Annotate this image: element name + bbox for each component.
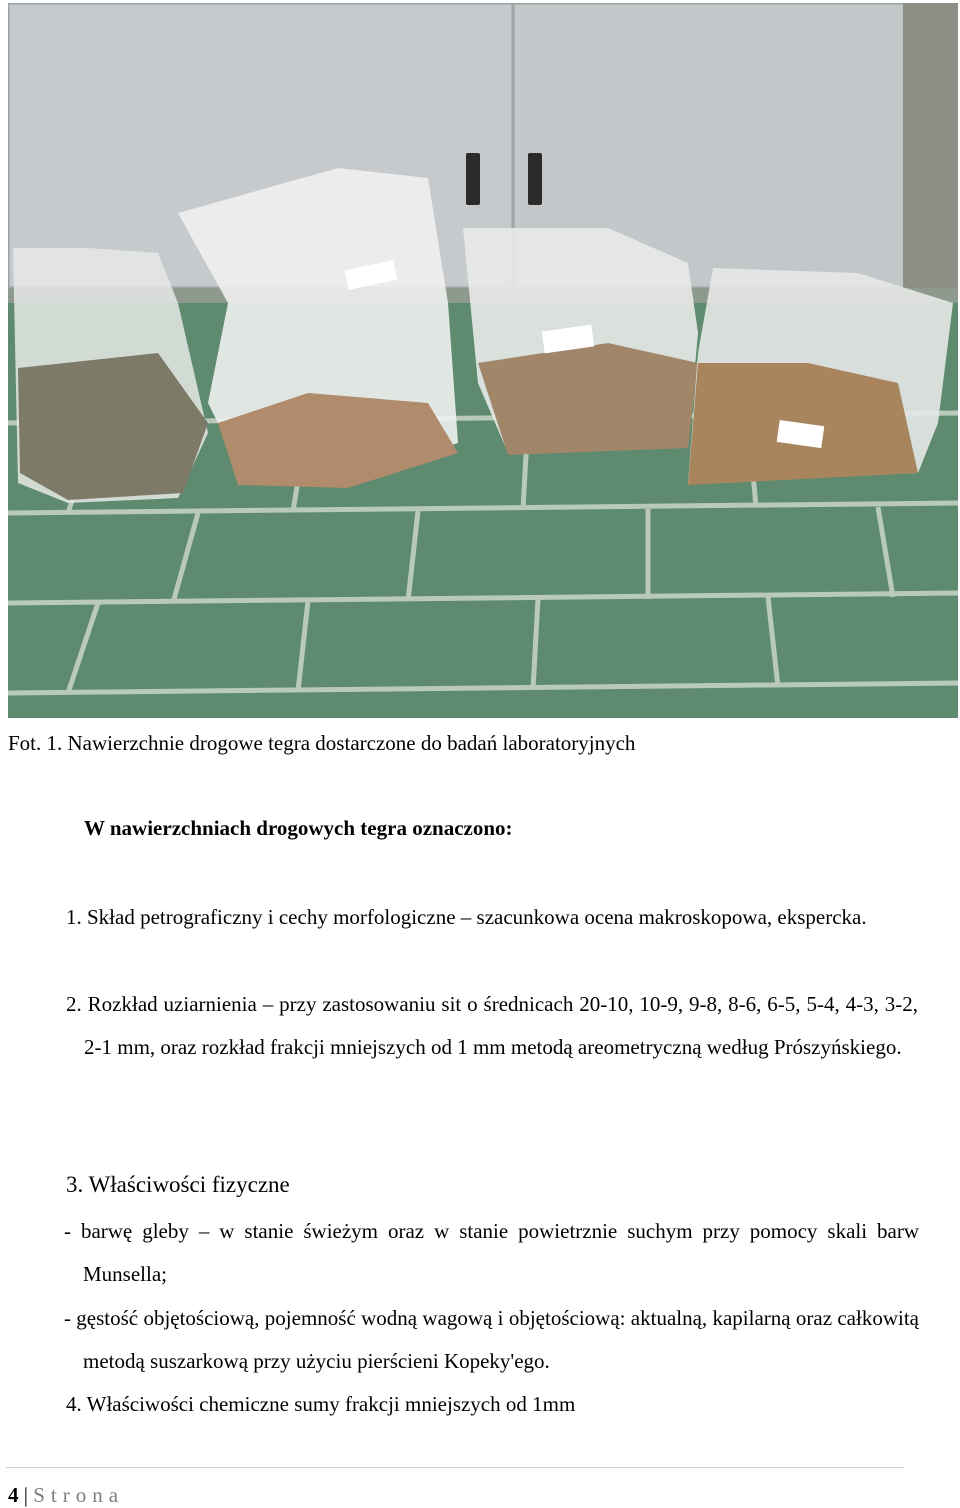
section-4-title: 4. Właściwości chemiczne sumy frakcji mniejszych od 1mm — [66, 1392, 576, 1416]
footer-divider — [6, 1467, 904, 1468]
soil-samples-photo — [8, 3, 958, 718]
list-item-2 — [66, 983, 918, 1069]
photo-caption: Fot. 1. Nawierzchnie drogowe tegra dostarczone do badań laboratoryjnych — [8, 731, 636, 755]
sample-bag-3 — [463, 228, 698, 455]
bullet-colour: - barwę gleby – w stanie świeżym oraz w stanie powietrznie suchym przy pomocy skali barw Munsella; — [64, 1219, 919, 1286]
page-number: 4 — [8, 1483, 19, 1507]
list-item-2-text: Rozkład uziarnienia – przy zastosowaniu sit o średnicach 20-10, 10-9, 9-8, 8-6, 6-5, 5-4, 4-3, 3-2, 2-1 mm, oraz rozkład frakcji mniejszych od 1 mm metodą areometryczną według Prószyńskiego. — [84, 992, 918, 1059]
list-item-1-number: 1. — [66, 905, 82, 929]
list-item-1-text: Skład petrograficzny i cechy morfologiczne – szacunkowa ocena makroskopowa, ekspercka. — [87, 905, 867, 929]
footer-separator: | — [23, 1483, 28, 1507]
cabinet-handle-right — [528, 153, 542, 205]
cabinet-handle-left — [466, 153, 480, 205]
section-heading: W nawierzchniach drogowych tegra oznaczono: — [84, 816, 513, 840]
list-item-2-number: 2. — [66, 992, 82, 1016]
page-footer — [8, 1482, 124, 1508]
sample-bag-4 — [688, 268, 953, 485]
bullet-density: - gęstość objętościową, pojemność wodną wagową i objętościową: aktualną, kapilarną oraz całkowitą metodą suszarkową przy użyciu pierścieni Kopeky'ego. — [64, 1306, 919, 1373]
section-3-title: 3. Właściwości fizyczne — [66, 1172, 290, 1197]
list-item-1 — [66, 896, 918, 939]
footer-label: Strona — [33, 1483, 125, 1507]
photo-illustration — [8, 3, 958, 718]
